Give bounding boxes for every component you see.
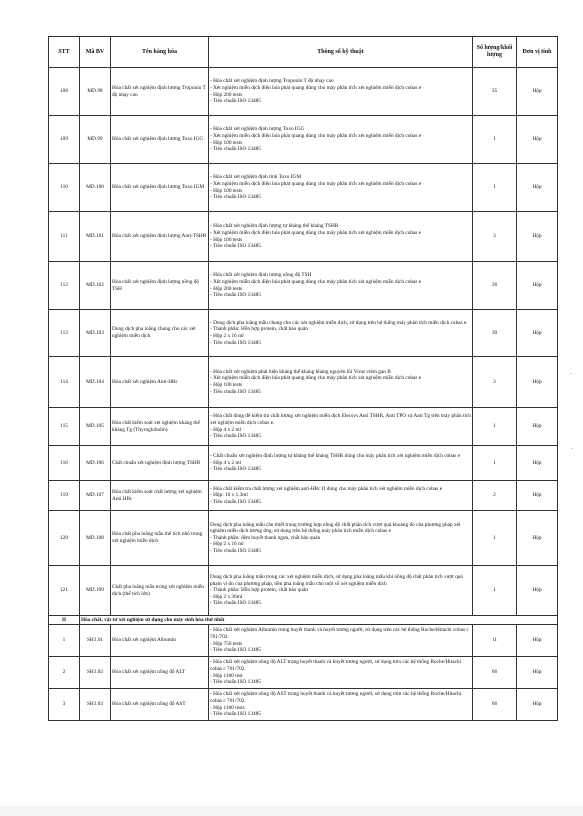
table-row: [49, 625, 558, 657]
margin-mark: -: [570, 372, 572, 377]
row-name: Hóa chất xét nghiệm định lượng Anti-TSHR: [111, 212, 209, 262]
row-stt: 114: [49, 357, 80, 408]
row-unit: Hộp: [517, 511, 558, 566]
table-row: [49, 511, 558, 566]
header-name: Tên hàng hóa: [111, 37, 209, 68]
row-code: SH1.01: [80, 625, 111, 657]
row-unit: Hộp: [517, 116, 558, 164]
row-quantity: 66: [473, 689, 517, 721]
header-spec: Thông số kỹ thuật: [209, 37, 473, 68]
table-row: [49, 68, 558, 116]
row-code: MD.105: [80, 408, 111, 446]
row-name: Hóa chất kiểm soát xét nghiệm kháng thể kháng Tg (Thyroglobulin): [111, 408, 209, 446]
row-code: MD.104: [80, 357, 111, 408]
row-quantity: 35: [473, 68, 517, 116]
row-stt: 3: [49, 689, 80, 721]
row-unit: Hộp: [517, 357, 558, 408]
row-spec: - Hóa chất kiểm tra chất lượng xét nghiệm anti-HBc II dùng cho máy phân tích xét nghiệm miễn dịch cobas e - Hộp: 16 x 1.3ml - Tiêu chuẩn ISO 13485: [209, 481, 473, 511]
row-name: Hóa chất pha loãng mẫu thể tích nhỏ trong xét nghiệm miễn dịch: [111, 511, 209, 566]
row-name: Chất chuẩn xét nghiệm định lượng TSHR: [111, 446, 209, 481]
row-spec: - Hóa chất dùng để kiểm tra chất lượng xét nghiệm miễn dịch Elecsys Anti TSHR, Anti TPO và Anti Tg trên máy phân tích xét nghiệm miễn dịch cobas e. - Hộp 4 x 2 ml - Tiêu chuẩn ISO 13485: [209, 408, 473, 446]
row-stt: 110: [49, 164, 80, 212]
row-name: Hóa chất kiểm soát chất lượng xét nghiệm Anti HBc: [111, 481, 209, 511]
row-spec: - Hóa chất xét nghiệm nồng độ ALT trong huyết thanh và huyết tương người, sử dụng trên các hệ thống Roche/Hitachi cobas c 701/702. - Hộp 1100 test - Tiêu chuẩn ISO 13485: [209, 657, 473, 689]
table-row: [49, 310, 558, 357]
row-stt: 121: [49, 566, 80, 616]
row-quantity: 30: [473, 310, 517, 357]
margin-mark: -: [571, 447, 573, 452]
header-row: [49, 37, 558, 68]
row-quantity: 1: [473, 164, 517, 212]
row-stt: 112: [49, 262, 80, 310]
row-unit: Hộp: [517, 625, 558, 657]
row-spec: Dung dịch pha loãng mẫu trong các xét nghiệm miễn dịch, sử dụng pha loãng mẫu khi nồng độ chất phân tích vượt quá phạm vi đo của phương pháp, tiền pha loãng mẫu cho một số xét nghiệm miễn dịch - Thành phần: Hỗn hợp protein, chất bảo quản - Hộp 2 x 36ml - Tiêu chuẩn ISO 13485: [209, 566, 473, 616]
row-code: MD.101: [80, 212, 111, 262]
row-code: MD.106: [80, 446, 111, 481]
header-unit: Đơn vị tính: [517, 37, 558, 68]
table-row: [49, 566, 558, 616]
row-stt: 108: [49, 68, 80, 116]
row-spec: - Hóa chất xét nghiệm định tính Toxo IGM - Xét nghiệm miễn dịch điện hóa phát quang dùng cho máy phân tích xét nghiệm miễn dịch cobas e - Hộp 100 tests - Tiêu chuẩn ISO 13485: [209, 164, 473, 212]
row-quantity: 66: [473, 657, 517, 689]
row-spec: - Hóa chất xét nghiệm nồng độ AST trong huyết thanh và huyết tương người, sử dụng trên các hệ thống Roche/Hitachi cobas c 701/702. - Hộp 1100 tests - Tiêu chuẩn ISO 13485: [209, 689, 473, 721]
row-unit: Hộp: [517, 68, 558, 116]
row-spec: - Dung dịch pha loãng mẫu chung cho các xét nghiệm miễn dịch, sử dụng trên hệ thống máy phân tích miễn dịch cobas e. - Thành phần: Hỗn hợp protein, chất bảo quản - Hộp 2 x 16 ml - Tiêu chuẩn ISO 13485: [209, 310, 473, 357]
row-stt: 120: [49, 511, 80, 566]
table-row: [49, 657, 558, 689]
row-unit: Hộp: [517, 408, 558, 446]
row-name: Hóa chất xét nghiệm Anti-HBc: [111, 357, 209, 408]
row-quantity: 1: [473, 511, 517, 566]
row-name: Hóa chất xét nghiệm định lượng Toxo IGM: [111, 164, 209, 212]
row-name: Hóa chất xét nghiệm Albumin: [111, 625, 209, 657]
header-code: Mã BV: [80, 37, 111, 68]
row-unit: Hộp: [517, 446, 558, 481]
row-unit: Hộp: [517, 212, 558, 262]
row-code: MD.102: [80, 262, 111, 310]
row-code: MD.99: [80, 116, 111, 164]
row-spec: - Hóa chất xét nghiệm định lượng Toxo IGG - Xét nghiệm miễn dịch điện hóa phát quang dùng cho máy phân tích xét nghiệm miễn dịch cobas e - Hộp 100 tests - Tiêu chuẩn ISO 13485: [209, 116, 473, 164]
table-row: [49, 357, 558, 408]
table-row: [49, 408, 558, 446]
table-row: [49, 164, 558, 212]
page-bottom-edge: [0, 806, 583, 816]
specification-table: [48, 36, 558, 721]
row-unit: Hộp: [517, 481, 558, 511]
row-code: MD.98: [80, 68, 111, 116]
row-spec: Dung dịch pha loãng mẫu cần thiết trong trường hợp nồng độ chất phân tích vượt quá khoảng đo của phương pháp xét nghiệm miễn dịch tương ứng, sử dụng trên hệ thống máy phân tích miễn dịch cobas e - Thành phần: đệm huyết thanh ngựa, chất bảo quản - Hộp 2 x 16 ml - Tiêu chuẩn ISO 13485: [209, 511, 473, 566]
row-quantity: 3: [473, 212, 517, 262]
row-code: MD.100: [80, 164, 111, 212]
row-name: Chất pha loãng mẫu trong xét nghiệm miễn dịch (thể tích lớn): [111, 566, 209, 616]
row-quantity: 1: [473, 566, 517, 616]
row-quantity: 36: [473, 262, 517, 310]
row-stt: 109: [49, 116, 80, 164]
row-stt: 2: [49, 657, 80, 689]
header-stt: STT: [49, 37, 80, 68]
row-unit: Hộp: [517, 689, 558, 721]
table-row: [49, 116, 558, 164]
section-row: [49, 616, 558, 625]
row-stt: 119: [49, 481, 80, 511]
table-row: [49, 212, 558, 262]
row-spec: - Hóa chất xét nghiệm phát hiện kháng thể kháng kháng nguyên lõi Virus viêm gan B - Xét nghiệm miễn dịch điện hóa phát quang dùng cho máy phân tích xét nghiệm miễn dịch cobas e - Hộp 100 tests - Tiêu chuẩn ISO 13485: [209, 357, 473, 408]
row-code: SH1.03: [80, 689, 111, 721]
row-spec: - Hóa chất xét nghiệm Albumin trong huyết thanh và huyết tương người, sử dụng trên các hệ thống Roche/Hitachi cobas c 701/702. - Hộp 750 tests - Tiêu chuẩn ISO 13485: [209, 625, 473, 657]
row-unit: Hộp: [517, 310, 558, 357]
row-code: MD.103: [80, 310, 111, 357]
table-row: [49, 481, 558, 511]
row-code: MD.108: [80, 511, 111, 566]
document-page: [48, 36, 557, 721]
row-code: MD.109: [80, 566, 111, 616]
row-name: Hóa chất xét nghiệm nồng độ AST: [111, 689, 209, 721]
row-unit: Hộp: [517, 657, 558, 689]
row-quantity: 11: [473, 625, 517, 657]
row-stt: 1: [49, 625, 80, 657]
row-spec: - Chất chuẩn xét nghiệm định lượng tự kháng thể kháng TSHR dùng cho máy phân tích xét nghiệm miễn dịch cobas e - Hộp 4 x 2 ml - Tiêu chuẩn ISO 13485: [209, 446, 473, 481]
row-quantity: 1: [473, 408, 517, 446]
section-title: Hóa chất, vật tư xét nghiệm sử dụng cho máy sinh hóa thứ nhất: [80, 616, 558, 625]
row-spec: - Hóa chất xét nghiệm định lượng tự kháng thể kháng TSHR - Xét nghiệm miễn dịch điện hóa phát quang dùng cho máy phân tích xét nghiệm miễn dịch cobas e - Hộp 100 tests - Tiêu chuẩn ISO 13485: [209, 212, 473, 262]
row-unit: Hộp: [517, 164, 558, 212]
row-name: Hóa chất xét nghiệm định lượng nồng độ TSH: [111, 262, 209, 310]
table-row: [49, 262, 558, 310]
section-number: II: [49, 616, 80, 625]
row-stt: 116: [49, 446, 80, 481]
row-stt: 115: [49, 408, 80, 446]
row-spec: - Hóa chất xét nghiệm định lượng nồng độ TSH - Xét nghiệm miễn dịch điện hóa phát quang dùng cho máy phân tích xét nghiệm miễn dịch cobas e - Hộp 200 tests - Tiêu chuẩn ISO 13485: [209, 262, 473, 310]
row-quantity: 1: [473, 446, 517, 481]
row-quantity: 2: [473, 481, 517, 511]
row-name: Hóa chất xét nghiệm định lượng Toxo IGG: [111, 116, 209, 164]
table-row: [49, 446, 558, 481]
row-name: Dung dịch pha loãng chung cho các xét nghiệm miễn dịch: [111, 310, 209, 357]
row-stt: 113: [49, 310, 80, 357]
row-unit: Hộp: [517, 566, 558, 616]
table-row: [49, 689, 558, 721]
row-name: Hóa chất xét nghiệm định lượng Troponin T độ nhạy cao: [111, 68, 209, 116]
row-code: SH1.02: [80, 657, 111, 689]
row-unit: Hộp: [517, 262, 558, 310]
row-code: MD.107: [80, 481, 111, 511]
row-stt: 111: [49, 212, 80, 262]
row-spec: - Hóa chất xét nghiệm định lượng Troponin T độ nhạy cao - Xét nghiệm miễn dịch điện hóa phát quang dùng cho máy phân tích xét nghiệm miễn dịch cobas e - Hộp 200 tests - Tiêu chuẩn ISO 13485: [209, 68, 473, 116]
row-name: Hóa chất xét nghiệm nồng độ ALT: [111, 657, 209, 689]
header-quantity: Số lượng/khối lượng: [473, 37, 517, 68]
row-quantity: 3: [473, 357, 517, 408]
row-quantity: 1: [473, 116, 517, 164]
